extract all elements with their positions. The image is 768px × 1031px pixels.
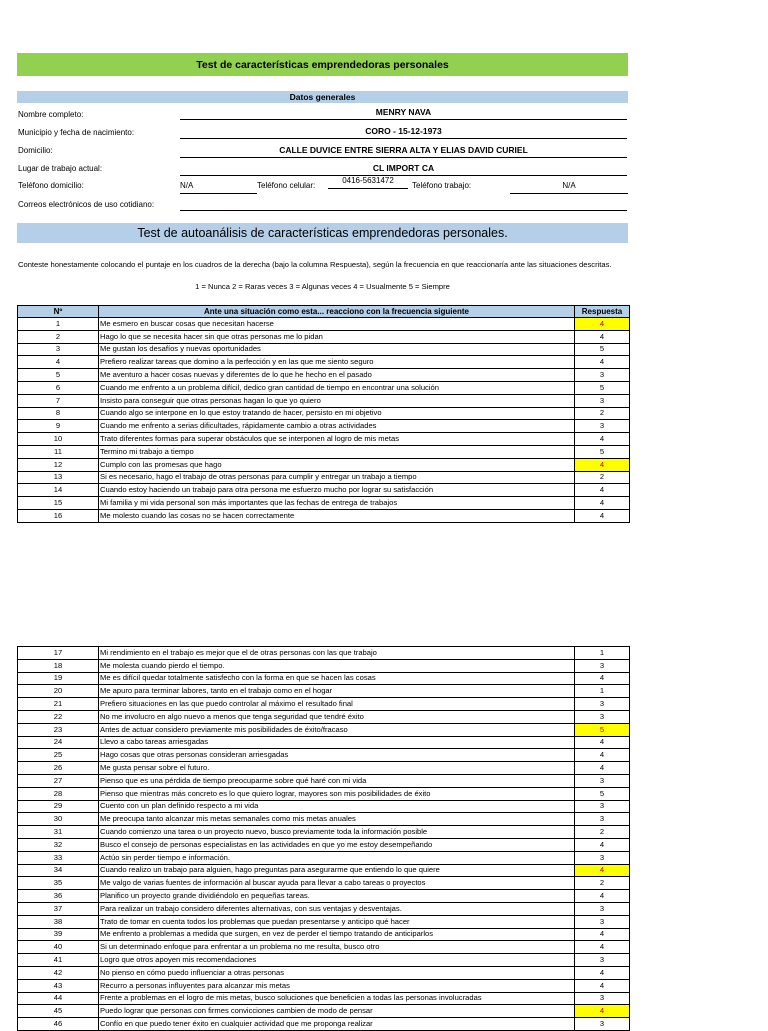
answer-cell[interactable]	[575, 877, 630, 890]
answer-value: 1	[599, 686, 605, 696]
question-number: 30	[18, 813, 99, 826]
table-row	[18, 318, 630, 331]
answer-cell[interactable]	[575, 318, 630, 331]
question-text: No me involucro en algo nuevo a menos que tenga seguridad que tendré éxito	[99, 710, 575, 723]
question-number: 28	[18, 787, 99, 800]
answer-value: 3	[599, 852, 605, 862]
answer-value: 4	[599, 737, 605, 747]
answer-cell[interactable]	[575, 928, 630, 941]
answer-cell[interactable]	[575, 647, 630, 660]
answer-value: 4	[599, 673, 605, 683]
question-text: Cuando me enfrento a serias dificultades, rápidamente cambio a otras actividades	[99, 420, 575, 433]
question-number: 22	[18, 710, 99, 723]
answer-cell[interactable]	[575, 330, 630, 343]
table-row	[18, 979, 630, 992]
instructions: Conteste honestamente colocando el puntaje en los cuadros de la derecha (bajo la columna Respuesta), según la frecuencia en que reaccionaría ante las situaciones descritas.	[18, 260, 612, 269]
answer-cell[interactable]	[575, 471, 630, 484]
answer-value: 3	[599, 699, 605, 709]
question-number: 8	[18, 407, 99, 420]
question-number: 24	[18, 736, 99, 749]
question-text: Termino mi trabajo a tiempo	[99, 445, 575, 458]
table-row	[18, 356, 630, 369]
general-data-title: Datos generales	[289, 92, 356, 102]
tel-cel-label: Teléfono celular:	[257, 181, 316, 190]
tel-cel-field[interactable]: 0416-5631472	[328, 176, 408, 189]
table-row	[18, 813, 630, 826]
answer-value: 5	[599, 344, 605, 354]
question-number: 5	[18, 369, 99, 382]
table-row	[18, 941, 630, 954]
table-row	[18, 915, 630, 928]
question-number: 41	[18, 954, 99, 967]
answer-cell[interactable]	[575, 1005, 630, 1018]
question-number: 7	[18, 394, 99, 407]
question-number: 38	[18, 915, 99, 928]
answer-value: 3	[599, 395, 605, 405]
question-text: Cumplo con las promesas que hago	[99, 458, 575, 471]
answer-cell[interactable]	[575, 851, 630, 864]
answer-cell[interactable]	[575, 979, 630, 992]
answer-cell[interactable]	[575, 762, 630, 775]
question-text: Insisto para conseguir que otras personas hagan lo que yo quiero	[99, 394, 575, 407]
answer-cell[interactable]	[575, 902, 630, 915]
answer-value: 3	[599, 775, 605, 785]
question-number: 17	[18, 647, 99, 660]
answer-value: 3	[599, 955, 605, 965]
answer-value: 4	[599, 750, 605, 760]
table-row	[18, 445, 630, 458]
answer-cell[interactable]	[575, 864, 630, 877]
table-row	[18, 369, 630, 382]
answer-cell[interactable]	[575, 484, 630, 497]
question-number: 12	[18, 458, 99, 471]
question-text: Trato diferentes formas para superar obstáculos que se interponen al logro de mis metas	[99, 433, 575, 446]
question-text: Busco el consejo de personas especialistas en las actividades en que yo me estoy desempeñando	[99, 838, 575, 851]
answer-value: 4	[599, 1006, 605, 1016]
question-text: Llevo a cabo tareas arriesgadas	[99, 736, 575, 749]
answer-cell[interactable]	[575, 710, 630, 723]
answer-cell[interactable]	[575, 659, 630, 672]
question-text: Me molesta cuando pierdo el tiempo.	[99, 659, 575, 672]
nombre-label: Nombre completo:	[18, 110, 84, 119]
section-title-banner	[17, 223, 628, 243]
answer-value: 4	[599, 839, 605, 849]
table-header-row	[18, 306, 630, 318]
question-text: Cuando me enfrento a un problema difícil, dedico gran cantidad de tiempo en encontrar una solución	[99, 381, 575, 394]
question-text: Planifico un proyecto grande dividiéndolo en pequeñas tareas.	[99, 890, 575, 903]
table-row	[18, 330, 630, 343]
question-number: 9	[18, 420, 99, 433]
question-text: Si es necesario, hago el trabajo de otras personas para cumplir y entregar un trabajo a tiempo	[99, 471, 575, 484]
answer-cell[interactable]	[575, 954, 630, 967]
table-row	[18, 838, 630, 851]
answer-cell[interactable]	[575, 826, 630, 839]
question-number: 15	[18, 497, 99, 510]
table-row	[18, 509, 630, 522]
answer-value: 5	[599, 382, 605, 392]
answer-cell[interactable]	[575, 381, 630, 394]
correo-label: Correos electrónicos de uso cotidiano:	[18, 200, 155, 209]
municipio-label: Municipio y fecha de nacimiento:	[18, 128, 135, 137]
table-row	[18, 890, 630, 903]
scale-legend: 1 = Nunca 2 = Raras veces 3 = Algunas veces 4 = Usualmente 5 = Siempre	[195, 282, 450, 291]
test-title-banner	[17, 53, 628, 76]
section-title: Test de autoanálisis de características emprendedoras personales.	[137, 226, 508, 240]
answer-value: 4	[599, 891, 605, 901]
answer-value: 4	[599, 498, 605, 508]
table-row	[18, 787, 630, 800]
table-row	[18, 698, 630, 711]
answer-cell[interactable]	[575, 992, 630, 1005]
question-text: No pienso en cómo puedo influenciar a otras personas	[99, 966, 575, 979]
question-number: 45	[18, 1005, 99, 1018]
answer-value: 3	[599, 711, 605, 721]
question-number: 26	[18, 762, 99, 775]
question-number: 20	[18, 685, 99, 698]
phone-row	[18, 176, 628, 193]
tel-trab-field[interactable]: N/A	[510, 179, 628, 194]
table-row	[18, 902, 630, 915]
table-row	[18, 992, 630, 1005]
answer-cell[interactable]	[575, 672, 630, 685]
question-text: Actúo sin perder tiempo e información.	[99, 851, 575, 864]
answer-value: 4	[599, 331, 605, 341]
answer-cell[interactable]	[575, 407, 630, 420]
table-row	[18, 433, 630, 446]
table-row	[18, 484, 630, 497]
question-number: 39	[18, 928, 99, 941]
answer-value: 4	[599, 967, 605, 977]
table-row	[18, 954, 630, 967]
question-number: 19	[18, 672, 99, 685]
answer-value: 4	[599, 357, 605, 367]
answer-cell[interactable]	[575, 915, 630, 928]
trabajo-label: Lugar de trabajo actual:	[18, 164, 103, 173]
answer-cell[interactable]	[575, 749, 630, 762]
answer-value: 3	[599, 814, 605, 824]
table-row	[18, 471, 630, 484]
answer-cell[interactable]	[575, 736, 630, 749]
answer-cell[interactable]	[575, 838, 630, 851]
question-text: Me aventuro a hacer cosas nuevas y diferentes de lo que he hecho en el pasado	[99, 369, 575, 382]
answer-cell[interactable]	[575, 356, 630, 369]
answer-value: 2	[599, 408, 605, 418]
question-text: Trato de tomar en cuenta todos los problemas que puedan presentarse y anticipo qué hacer	[99, 915, 575, 928]
domicilio-label: Domicilio:	[18, 146, 53, 155]
question-number: 21	[18, 698, 99, 711]
table-row	[18, 762, 630, 775]
question-text: Cuando realizo un trabajo para alguien, hago preguntas para asegurarme que entiendo lo que quiere	[99, 864, 575, 877]
table-row	[18, 672, 630, 685]
municipio-field[interactable]: CORO - 15-12-1973	[180, 125, 627, 139]
question-number: 18	[18, 659, 99, 672]
header-answer: Respuesta	[575, 306, 630, 318]
question-number: 6	[18, 381, 99, 394]
trabajo-field[interactable]: CL IMPORT CA	[180, 162, 627, 176]
question-text: Pienso que mientras más concreto es lo que quiero lograr, mayores son mis posibilidades de éxito	[99, 787, 575, 800]
question-number: 11	[18, 445, 99, 458]
question-text: Cuando algo se interpone en lo que estoy tratando de hacer, persisto en mi objetivo	[99, 407, 575, 420]
table-row	[18, 1018, 630, 1031]
table-row	[18, 774, 630, 787]
question-text: Me molesto cuando las cosas no se hacen correctamente	[99, 509, 575, 522]
question-number: 31	[18, 826, 99, 839]
question-number: 44	[18, 992, 99, 1005]
answer-value: 3	[599, 370, 605, 380]
answer-value: 4	[599, 459, 605, 469]
answer-value: 5	[599, 724, 605, 734]
answer-cell[interactable]	[575, 369, 630, 382]
question-number: 2	[18, 330, 99, 343]
question-number: 16	[18, 509, 99, 522]
answer-value: 5	[599, 446, 605, 456]
question-text: Me apuro para terminar labores, tanto en el trabajo como en el hogar	[99, 685, 575, 698]
answer-cell[interactable]	[575, 890, 630, 903]
answer-value: 3	[599, 993, 605, 1003]
answer-value: 4	[599, 929, 605, 939]
question-text: Frente a problemas en el logro de mis metas, busco soluciones que beneficien a todas las personas involucradas	[99, 992, 575, 1005]
table-row	[18, 864, 630, 877]
tel-dom-field[interactable]: N/A	[180, 179, 257, 194]
question-number: 42	[18, 966, 99, 979]
answer-cell[interactable]	[575, 813, 630, 826]
question-number: 46	[18, 1018, 99, 1031]
table-row	[18, 723, 630, 736]
questionnaire-table-1	[17, 305, 630, 523]
answer-value: 2	[599, 878, 605, 888]
question-text: Antes de actuar considero previamente mis posibilidades de éxito/fracaso	[99, 723, 575, 736]
question-text: Hago cosas que otras personas consideran arriesgadas	[99, 749, 575, 762]
question-text: Cuando comienzo una tarea o un proyecto nuevo, busco previamente toda la información posible	[99, 826, 575, 839]
answer-cell[interactable]	[575, 966, 630, 979]
answer-cell[interactable]	[575, 420, 630, 433]
table-row	[18, 343, 630, 356]
question-number: 40	[18, 941, 99, 954]
question-number: 36	[18, 890, 99, 903]
answer-value: 1	[599, 647, 605, 657]
question-number: 37	[18, 902, 99, 915]
question-text: Mi rendimiento en el trabajo es mejor que el de otras personas con las que trabajo	[99, 647, 575, 660]
question-text: Recurro a personas influyentes para alcanzar mis metas	[99, 979, 575, 992]
answer-cell[interactable]	[575, 685, 630, 698]
answer-cell[interactable]	[575, 458, 630, 471]
answer-value: 3	[599, 801, 605, 811]
answer-value: 4	[599, 485, 605, 495]
question-text: Confío en que puedo tener éxito en cualquier actividad que me proponga realizar	[99, 1018, 575, 1031]
question-number: 29	[18, 800, 99, 813]
question-number: 1	[18, 318, 99, 331]
question-number: 10	[18, 433, 99, 446]
answer-cell[interactable]	[575, 497, 630, 510]
question-text: Me gusta pensar sobre el futuro.	[99, 762, 575, 775]
table-row	[18, 497, 630, 510]
question-text: Hago lo que se necesita hacer sin que otras personas me lo pidan	[99, 330, 575, 343]
answer-cell[interactable]	[575, 394, 630, 407]
answer-cell[interactable]	[575, 774, 630, 787]
answer-value: 4	[599, 865, 605, 875]
answer-value: 3	[599, 421, 605, 431]
table-row	[18, 659, 630, 672]
question-text: Cuento con un plan definido respecto a mi vida	[99, 800, 575, 813]
question-text: Prefiero situaciones en las que puedo controlar al máximo el resultado final	[99, 698, 575, 711]
answer-cell[interactable]	[575, 343, 630, 356]
question-text: Logro que otros apoyen mis recomendaciones	[99, 954, 575, 967]
tel-trab-label: Teléfono trabajo:	[412, 181, 472, 190]
table-row	[18, 647, 630, 660]
tel-dom-label: Teléfono domicilio:	[18, 181, 84, 190]
table-row	[18, 800, 630, 813]
questionnaire-table-2	[17, 646, 630, 1031]
question-text: Cuando estoy haciendo un trabajo para otra persona me esfuerzo mucho por lograr su satisfacción	[99, 484, 575, 497]
answer-cell[interactable]	[575, 800, 630, 813]
answer-value: 4	[599, 763, 605, 773]
question-number: 32	[18, 838, 99, 851]
table-row	[18, 851, 630, 864]
question-number: 27	[18, 774, 99, 787]
table-row	[18, 749, 630, 762]
table-row	[18, 928, 630, 941]
answer-value: 2	[599, 472, 605, 482]
table-row	[18, 736, 630, 749]
answer-value: 4	[599, 942, 605, 952]
table-row	[18, 1005, 630, 1018]
question-number: 33	[18, 851, 99, 864]
question-text: Prefiero realizar tareas que domino a la perfección y en las que me siento seguro	[99, 356, 575, 369]
answer-value: 4	[599, 510, 605, 520]
table-row	[18, 966, 630, 979]
answer-value: 4	[599, 318, 605, 328]
question-number: 35	[18, 877, 99, 890]
answer-cell[interactable]	[575, 433, 630, 446]
answer-value: 3	[599, 903, 605, 913]
header-situation: Ante una situación como esta... reacciono con la frecuencia siguiente	[99, 306, 575, 318]
answer-value: 2	[599, 827, 605, 837]
domicilio-field[interactable]: CALLE DUVICE ENTRE SIERRA ALTA Y ELIAS DAVID CURIEL	[180, 144, 627, 158]
question-text: Me enfrento a problemas a medida que surgen, en vez de perder el tiempo tratando de anticiparlos	[99, 928, 575, 941]
table-row	[18, 685, 630, 698]
question-text: Si un determinado enfoque para enfrentar a un problema no me resulta, busco otro	[99, 941, 575, 954]
question-text: Puedo lograr que personas con firmes convicciones cambien de modo de pensar	[99, 1005, 575, 1018]
question-number: 4	[18, 356, 99, 369]
answer-cell[interactable]	[575, 1018, 630, 1031]
question-text: Me es difícil quedar totalmente satisfecho con la forma en que se hacen las cosas	[99, 672, 575, 685]
header-number: Nº	[18, 306, 99, 318]
answer-value: 5	[599, 788, 605, 798]
answer-cell[interactable]	[575, 698, 630, 711]
answer-value: 4	[599, 980, 605, 990]
general-data-header	[17, 91, 628, 103]
question-text: Me gustan los desafíos y nuevas oportunidades	[99, 343, 575, 356]
table-row	[18, 407, 630, 420]
answer-cell[interactable]	[575, 941, 630, 954]
table-row	[18, 420, 630, 433]
question-text: Me valgo de varias fuentes de información al buscar ayuda para llevar a cabo tareas o proyectos	[99, 877, 575, 890]
test-title: Test de características emprendedoras personales	[196, 58, 449, 71]
nombre-field[interactable]: MENRY NAVA	[180, 106, 627, 120]
table-row	[18, 381, 630, 394]
question-text: Pienso que es una pérdida de tiempo preocuparme sobre qué haré con mi vida	[99, 774, 575, 787]
question-number: 23	[18, 723, 99, 736]
question-text: Para realizar un trabajo considero diferentes alternativas, con sus ventajas y desventajas.	[99, 902, 575, 915]
answer-cell[interactable]	[575, 445, 630, 458]
question-number: 3	[18, 343, 99, 356]
table-row	[18, 458, 630, 471]
answer-value: 3	[599, 916, 605, 926]
question-number: 25	[18, 749, 99, 762]
answer-value: 3	[599, 660, 605, 670]
question-number: 43	[18, 979, 99, 992]
question-text: Me esmero en buscar cosas que necesitan hacerse	[99, 318, 575, 331]
table-row	[18, 394, 630, 407]
answer-cell[interactable]	[575, 723, 630, 736]
question-number: 34	[18, 864, 99, 877]
answer-cell[interactable]	[575, 787, 630, 800]
table-row	[18, 877, 630, 890]
answer-cell[interactable]	[575, 509, 630, 522]
answer-value: 3	[599, 1019, 605, 1028]
answer-value: 4	[599, 434, 605, 444]
table-row	[18, 826, 630, 839]
question-number: 14	[18, 484, 99, 497]
question-text: Mi familia y mi vida personal son más importantes que las fechas de entrega de trabajos	[99, 497, 575, 510]
question-number: 13	[18, 471, 99, 484]
correo-field[interactable]	[180, 197, 627, 211]
table-row	[18, 710, 630, 723]
question-text: Me preocupa tanto alcanzar mis metas semanales como mis metas anuales	[99, 813, 575, 826]
